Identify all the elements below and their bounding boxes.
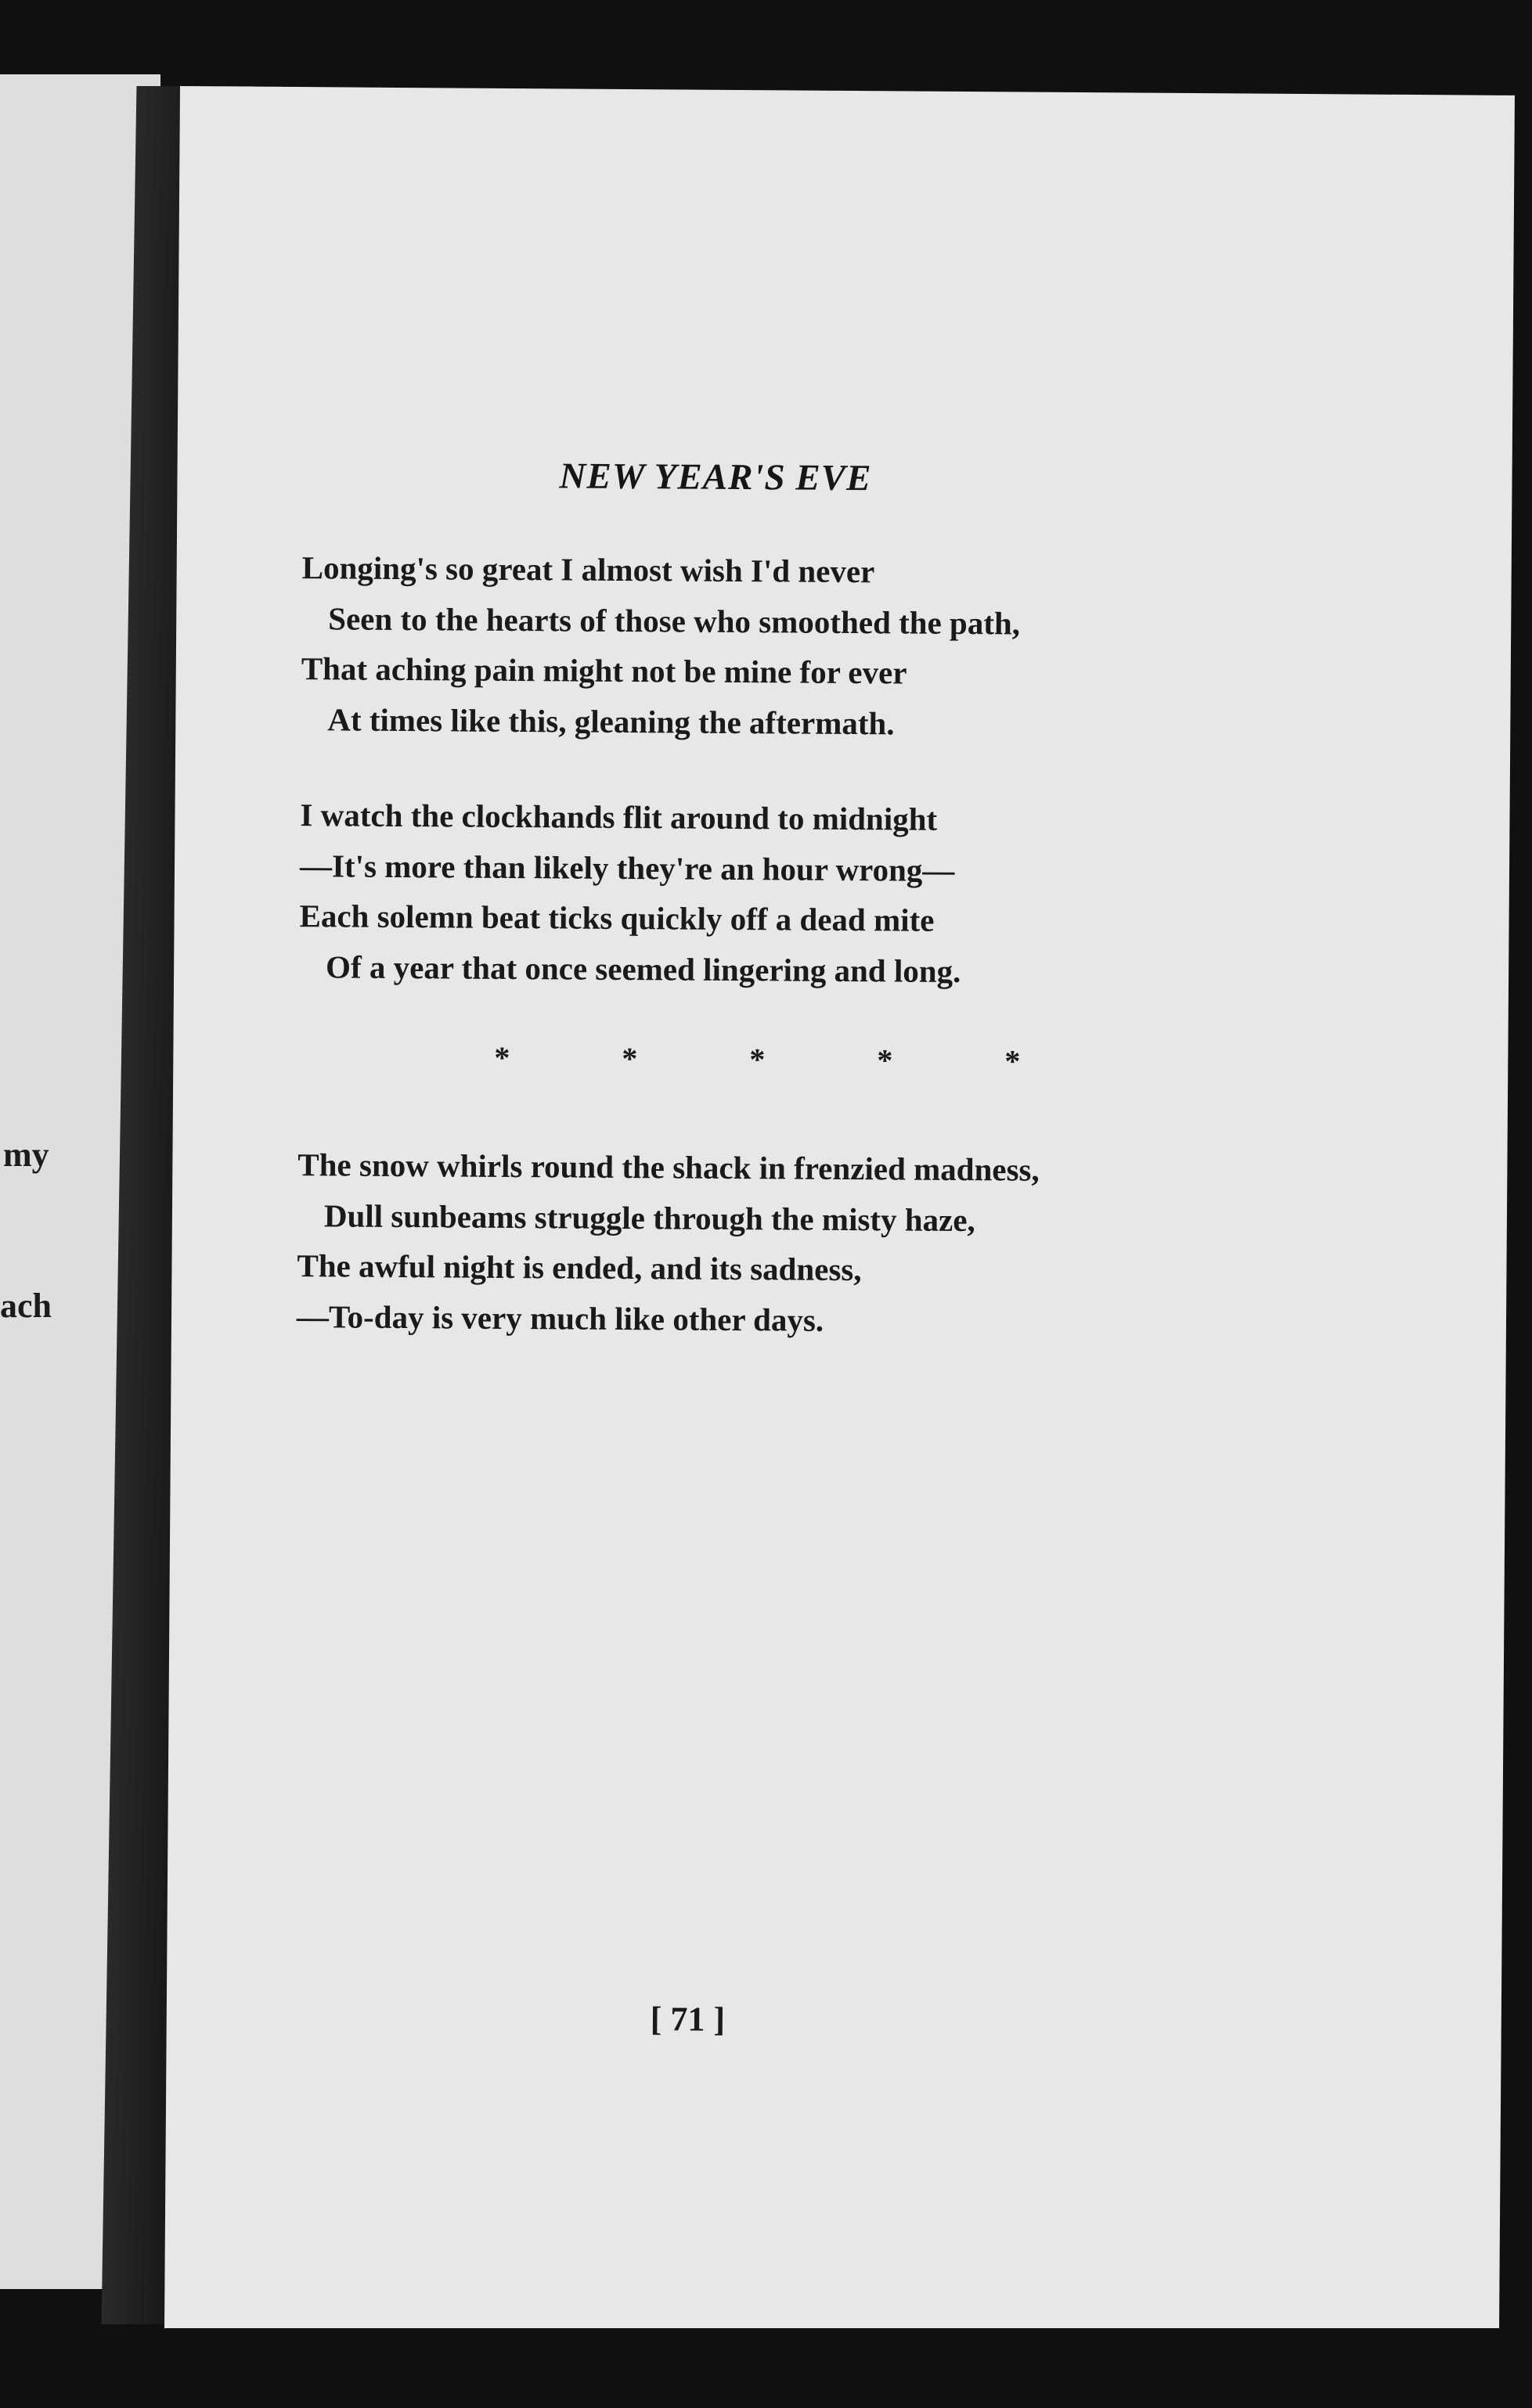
poem-title: NEW YEAR'S EVE xyxy=(559,455,872,499)
poem-line: —It's more than likely they're an hour wrong— xyxy=(299,847,955,888)
stanza-3 xyxy=(297,1139,1316,1348)
left-page-text-fragment: ach xyxy=(0,1287,52,1325)
section-break-ornaments xyxy=(330,1038,1021,1089)
page-number: [ 71 ] xyxy=(650,1999,726,2039)
left-page-text-fragment: my xyxy=(3,1136,49,1174)
poem-line: Seen to the hearts of those who smoothed the path, xyxy=(328,599,1021,642)
asterisk-ornament: * xyxy=(877,1042,893,1078)
poem-line: Longing's so great I almost wish I'd never xyxy=(301,549,875,590)
poem-line: The awful night is ended, and its sadness, xyxy=(297,1247,862,1288)
poem-line: Of a year that once seemed lingering and long. xyxy=(325,948,961,989)
poem-line: Dull sunbeams struggle through the misty haze, xyxy=(323,1197,975,1238)
asterisk-ornament: * xyxy=(749,1042,766,1078)
scan-bottom-edge xyxy=(0,2328,1532,2408)
poem-line: That aching pain might not be mine for ever xyxy=(301,650,907,691)
poem-line: —To-day is very much like other days. xyxy=(296,1298,824,1338)
asterisk-ornament: * xyxy=(1004,1043,1021,1079)
poem-line: At times like this, gleaning the aftermath. xyxy=(327,700,895,741)
poem-line: Each solemn beat ticks quickly off a dead mite xyxy=(299,898,935,938)
poem-line: The snow whirls round the shack in frenzied madness, xyxy=(297,1146,1040,1188)
asterisk-ornament: * xyxy=(622,1040,638,1077)
stanza-2 xyxy=(299,790,1318,999)
poem-line: I watch the clockhands flit around to midnight xyxy=(300,797,938,837)
right-page xyxy=(164,86,1515,2349)
asterisk-ornament: * xyxy=(494,1039,510,1075)
stanza-1 xyxy=(301,542,1320,751)
